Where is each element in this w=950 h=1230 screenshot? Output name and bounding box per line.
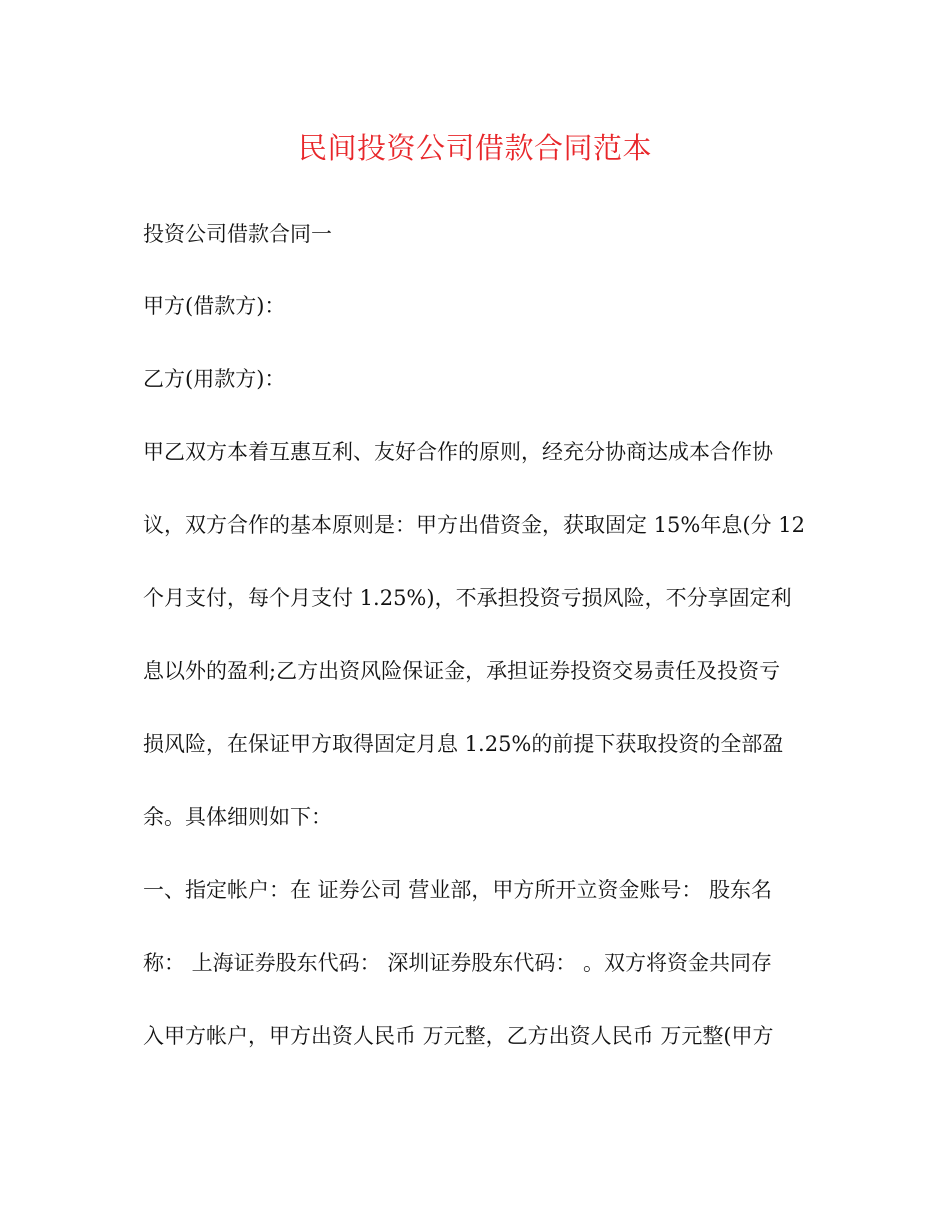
paragraph-line: 损风险，在保证甲方取得固定月息 1.25%的前提下获取投资的全部盈 [143, 732, 784, 756]
paragraph-line: 议，双方合作的基本原则是：甲方出借资金，获取固定 15%年息(分 12 [143, 513, 805, 537]
clause-line: 入甲方帐户，甲方出资人民币 万元整，乙方出资人民币 万元整(甲方 [143, 1024, 774, 1048]
paragraph-line: 个月支付，每个月支付 1.25%)，不承担投资亏损风险，不分享固定利 [143, 586, 792, 610]
section-heading: 投资公司借款合同一 [143, 222, 332, 246]
paragraph-line: 息以外的盈利;乙方出资风险保证金，承担证券投资交易责任及投资亏 [143, 659, 781, 683]
party-b-line: 乙方(用款方)： [143, 367, 286, 391]
document-title: 民间投资公司借款合同范本 [297, 131, 652, 165]
party-a-line: 甲方(借款方)： [143, 294, 286, 318]
clause-line: 一、指定帐户：在 证券公司 营业部，甲方所开立资金账号： 股东名 [143, 878, 773, 902]
clause-line: 称： 上海证券股东代码： 深圳证券股东代码： 。双方将资金共同存 [143, 951, 773, 975]
paragraph-line: 余。具体细则如下： [143, 805, 332, 829]
paragraph-line: 甲乙双方本着互惠互利、友好合作的原则，经充分协商达成本合作协 [143, 440, 773, 464]
